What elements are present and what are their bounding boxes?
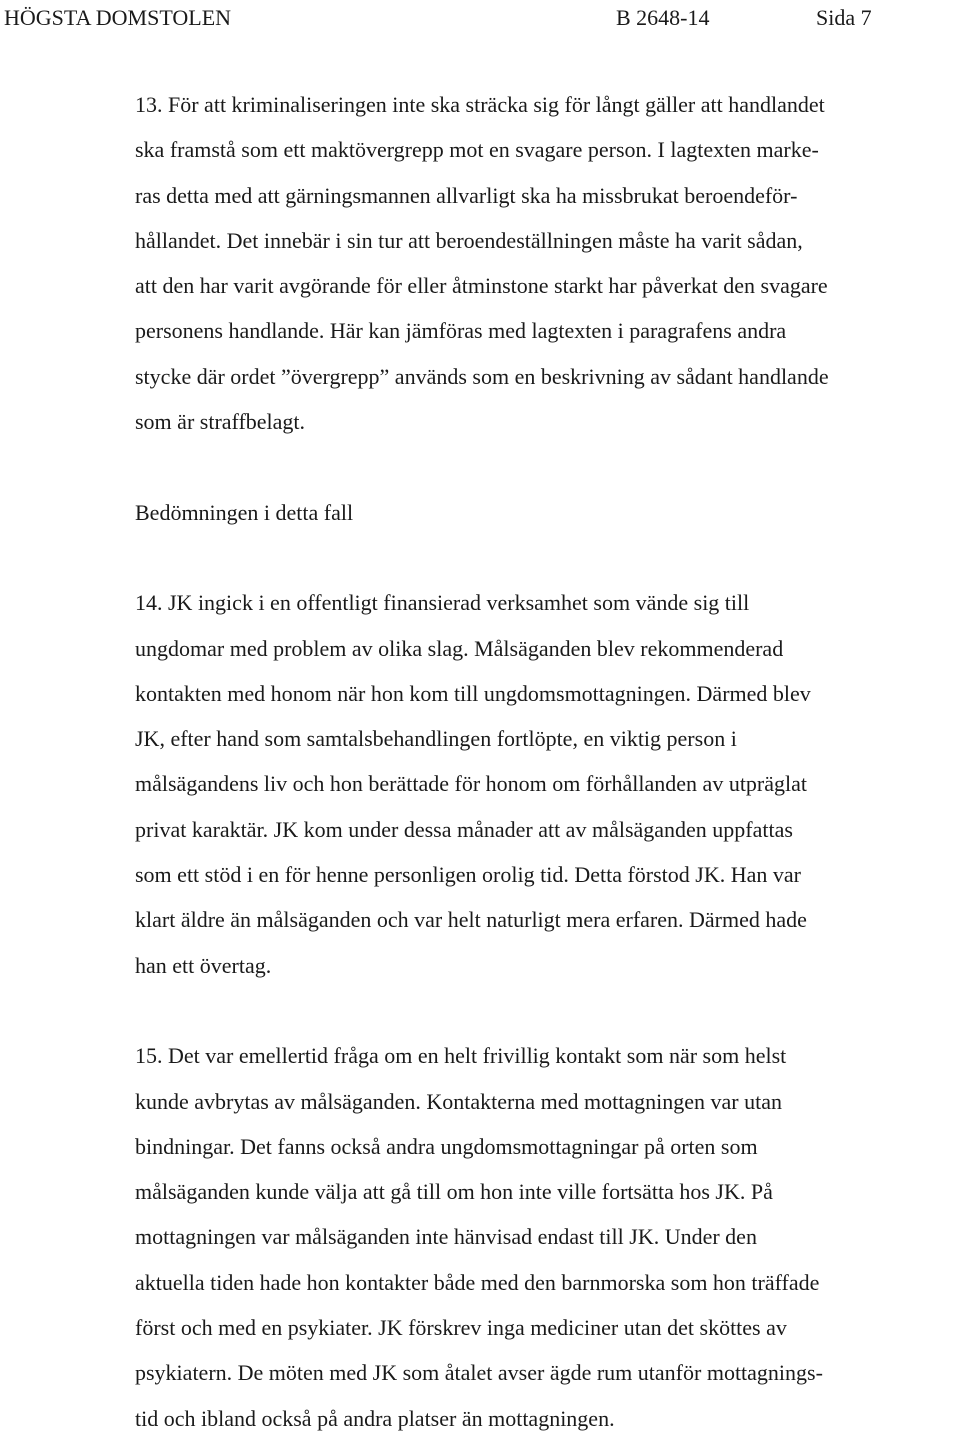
text-line: JK, efter hand som samtalsbehandlingen fortlöpte, en viktig person i <box>135 726 737 752</box>
court-name: HÖGSTA DOMSTOLEN <box>4 5 232 30</box>
text-line: som ett stöd i en för henne personligen orolig tid. Detta förstod JK. Han var <box>135 862 801 888</box>
text-line: mottagningen var målsäganden inte hänvisad endast till JK. Under den <box>135 1224 757 1250</box>
text-line: målsägandens liv och hon berättade för honom om förhållanden av utpräglat <box>135 771 808 797</box>
text-line: han ett övertag. <box>135 952 272 978</box>
paragraph-15 <box>135 1033 957 1441</box>
text-line: 15. Det var emellertid fråga om en helt frivillig kontakt som när som helst <box>135 1043 787 1069</box>
text-line: personens handlande. Här kan jämföras med lagtexten i paragrafens andra <box>135 318 787 344</box>
text-line: tid och ibland också på andra platser än mottagningen. <box>135 1405 615 1431</box>
page-number: Sida 7 <box>816 5 872 30</box>
text-line: 14. JK ingick i en offentligt finansierad verksamhet som vände sig till <box>135 590 750 616</box>
text-line: ras detta med att gärningsmannen allvarligt ska ha missbrukat beroendeför- <box>135 182 798 208</box>
text-line: först och med en psykiater. JK förskrev inga mediciner utan det sköttes av <box>135 1315 787 1341</box>
text-line: bindningar. Det fanns också andra ungdomsmottagningar på orten som <box>135 1133 758 1159</box>
paragraph-13 <box>135 82 957 444</box>
text-line: psykiatern. De möten med JK som åtalet avser ägde rum utanför mottagnings- <box>135 1360 823 1386</box>
case-number: B 2648-14 <box>616 5 710 30</box>
text-line: målsäganden kunde välja att gå till om hon inte ville fortsätta hos JK. På <box>135 1179 773 1205</box>
text-line: ska framstå som ett maktövergrepp mot en svagare person. I lagtexten marke- <box>135 137 819 163</box>
document-body <box>135 82 957 1441</box>
text-line: aktuella tiden hade hon kontakter både med den barnmorska som hon träffade <box>135 1269 820 1295</box>
section-heading: Bedömningen i detta fall <box>135 499 354 525</box>
text-line: kontakten med honom när hon kom till ungdomsmottagningen. Därmed blev <box>135 680 811 706</box>
text-line: ungdomar med problem av olika slag. Målsäganden blev rekommenderad <box>135 635 784 661</box>
text-line: klart äldre än målsäganden och var helt naturligt mera erfaren. Därmed hade <box>135 907 807 933</box>
spacer <box>135 988 957 1033</box>
text-line: hållandet. Det innebär i sin tur att beroendeställningen måste ha varit sådan, <box>135 227 803 253</box>
text-line: privat karaktär. JK kom under dessa månader att av målsäganden uppfattas <box>135 816 793 842</box>
text-line: stycke där ordet ”övergrepp” används som en beskrivning av sådant handlande <box>135 363 829 389</box>
text-line: som är straffbelagt. <box>135 409 306 435</box>
text-line: 13. För att kriminaliseringen inte ska sträcka sig för långt gäller att handlandet <box>135 92 825 117</box>
spacer <box>135 535 957 580</box>
page-header <box>0 0 960 40</box>
text-line: att den har varit avgörande för eller åtminstone starkt har påverkat den svagare <box>135 273 828 299</box>
text-line: kunde avbrytas av målsäganden. Kontakterna med mottagningen var utan <box>135 1088 782 1114</box>
paragraph-14 <box>135 580 957 988</box>
spacer <box>135 444 957 489</box>
